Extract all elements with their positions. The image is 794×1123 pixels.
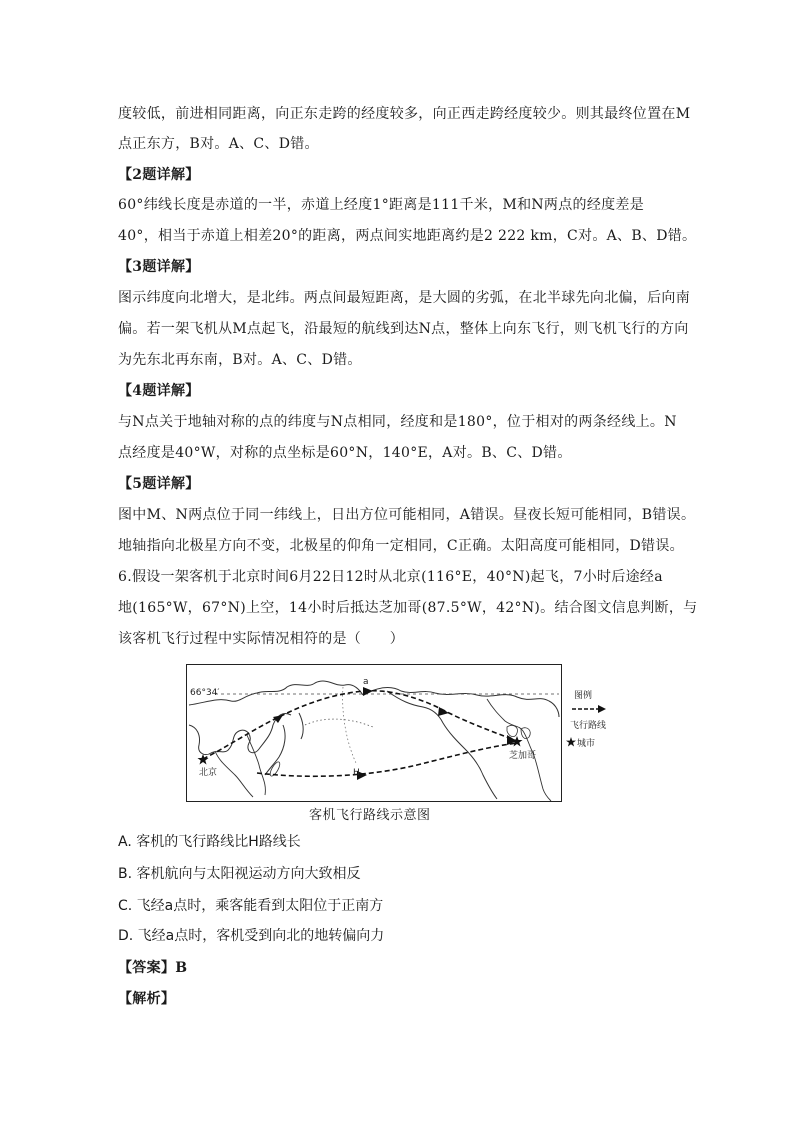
legend-route-arrow-icon — [570, 704, 610, 714]
option-c: C. 飞经a点时，乘客能看到太阳位于正南方 — [118, 898, 384, 914]
text-line: 偏。若一架飞机从M点起飞，沿最短的航线到达N点，整体上向东飞行，则飞机飞行的方向 — [118, 321, 689, 337]
analysis-label: 【解析】 — [118, 991, 176, 1007]
figure-caption: 客机飞行路线示意图 — [309, 808, 431, 823]
text-line: 图中M、N两点位于同一纬线上，日出方位可能相同，A错误。昼夜长短可能相同，B错误。 — [118, 507, 696, 523]
section-header: 【2题详解】 — [118, 167, 200, 183]
map-drawing — [187, 665, 561, 801]
beijing-label: 北京 — [199, 768, 218, 778]
question-text: 地(165°W，67°N)上空，14小时后抵达芝加哥(87.5°W，42°N)。结合图文信息判断，与 — [118, 600, 698, 616]
text-line: 点正东方，B对。A、C、D错。 — [118, 136, 319, 152]
text-line: 度较低，前进相同距离，向正东走跨的经度较多，向正西走跨经度较少。则其最终位置在M — [118, 106, 691, 122]
legend-star-icon — [566, 737, 576, 747]
text-line: 图示纬度向北增大，是北纬。两点间最短距离，是大圆的劣弧，在北半球先向北偏，后向南 — [118, 290, 690, 306]
answer-label: 【答案】B — [118, 960, 188, 976]
text-line: 与N点关于地轴对称的点的纬度与N点相同，经度和是180°，位于相对的两条经线上。N — [118, 414, 677, 430]
option-d: D. 飞经a点时，客机受到向北的地转偏向力 — [118, 928, 385, 944]
question-text: 6.假设一架客机于北京时间6月22日12时从北京(116°E，40°N)起飞，7小时后途经a — [118, 569, 663, 585]
option-a: A. 客机的飞行路线比H路线长 — [118, 834, 301, 850]
point-a-label: a — [363, 677, 369, 687]
section-header: 【4题详解】 — [118, 383, 200, 399]
chicago-label: 芝加哥 — [509, 751, 537, 761]
text-line: 60°纬线长度是赤道的一半，赤道上经度1°距离是111千米，M和N两点的经度差是 — [118, 197, 645, 213]
map-legend — [566, 688, 626, 768]
text-line: 地轴指向北极星方向不变，北极星的仰角一定相同，C正确。太阳高度可能相同，D错误。 — [118, 538, 684, 554]
text-line: 为先东北再东南，B对。A、C、D错。 — [118, 352, 362, 368]
legend-city-label: 城市 — [577, 739, 596, 749]
legend-route-label: 飞行路线 — [570, 721, 607, 731]
flight-route-map — [186, 664, 562, 802]
option-b: B. 客机航向与太阳视运动方向大致相反 — [118, 866, 361, 882]
text-line: 40°，相当于赤道上相差20°的距离，两点间实地距离约是2 222 km，C对。A、B、D错。 — [118, 228, 697, 244]
legend-title: 图例 — [574, 691, 593, 701]
section-header: 【3题详解】 — [118, 259, 200, 275]
arctic-circle-label: 66°34′ — [190, 688, 220, 698]
question-text: 该客机飞行过程中实际情况相符的是（ ） — [118, 631, 404, 647]
route-h-label: H — [353, 768, 360, 778]
text-line: 点经度是40°W，对称的点坐标是60°N，140°E，A对。B、C、D错。 — [118, 445, 572, 461]
section-header: 【5题详解】 — [118, 476, 200, 492]
